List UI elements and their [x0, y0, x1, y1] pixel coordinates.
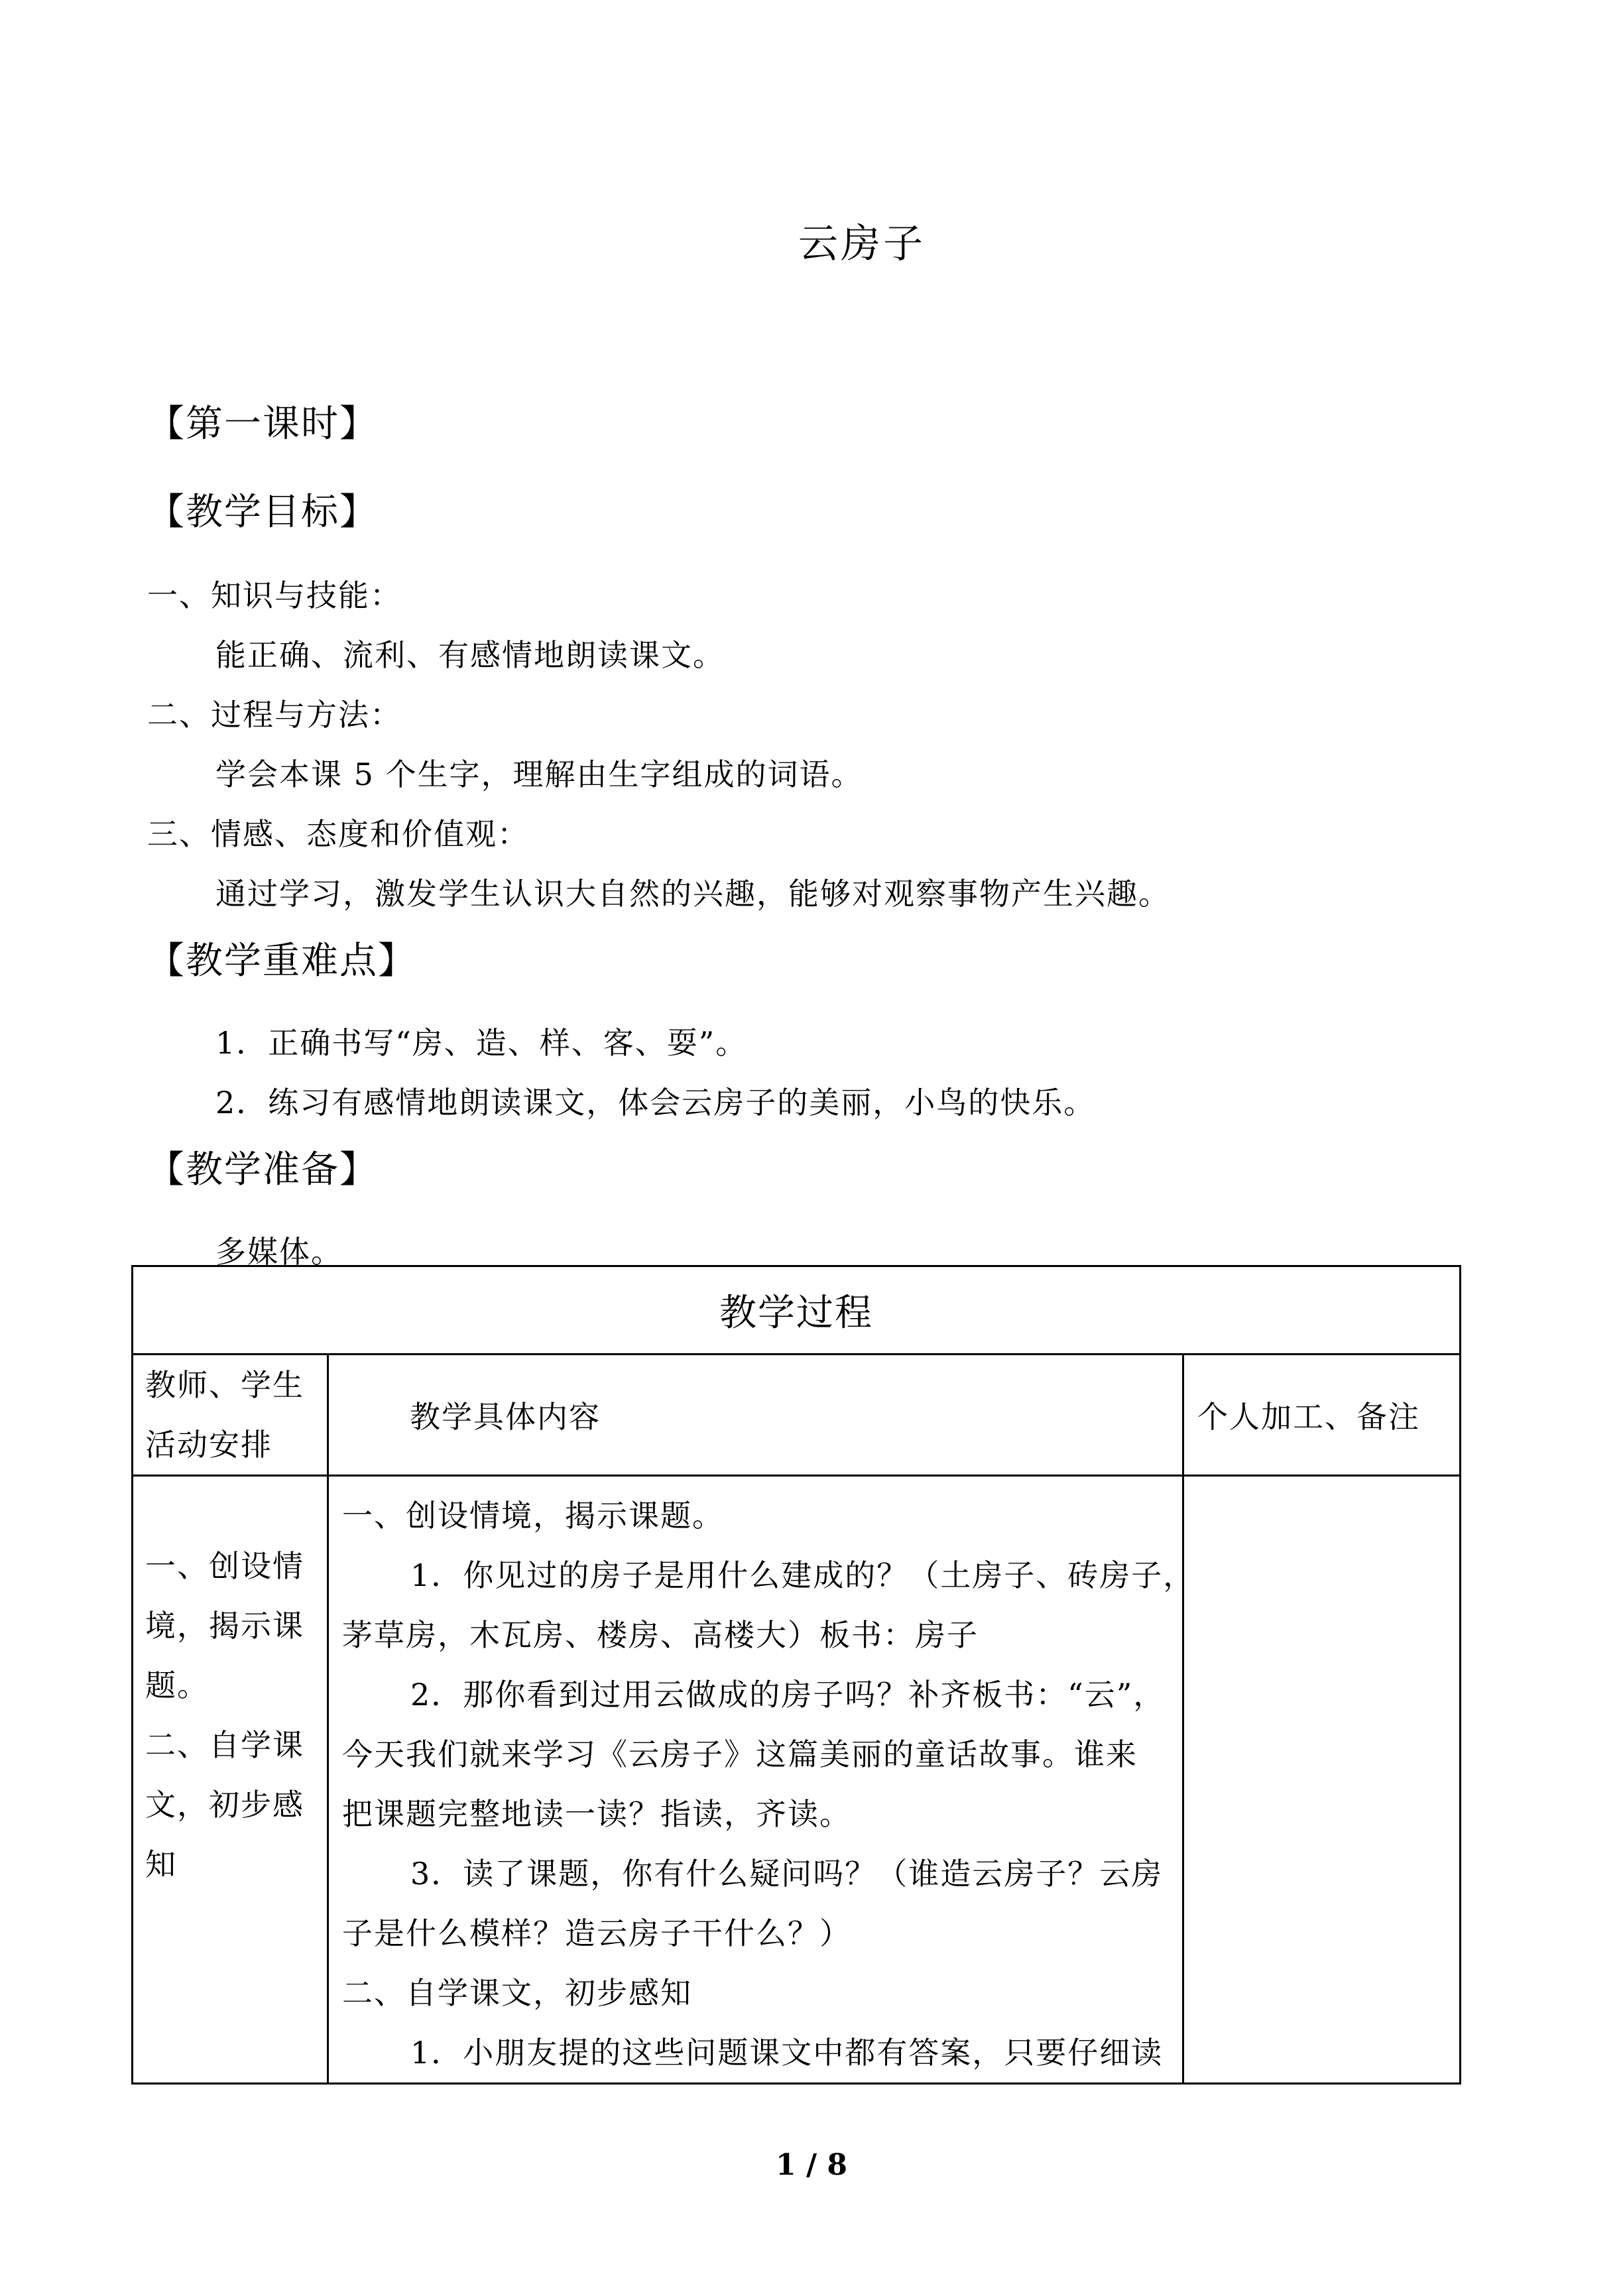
teaching-process-table — [131, 1265, 1461, 2085]
activities-cell — [133, 1476, 328, 2084]
activity-line: 题。 — [145, 1667, 209, 1703]
content-line: 1．你见过的房子是用什么建成的？（土房子、砖房子， — [410, 1557, 1195, 1593]
content-line: 3．读了课题，你有什么疑问吗？（谁造云房子？云房 — [410, 1856, 1164, 1892]
page-number: 1 / 8 — [776, 2148, 847, 2182]
goal-process-label: 二、过程与方法： — [147, 697, 402, 733]
col-header-activities-line1: 教师、学生 — [145, 1367, 304, 1403]
content-line: 2．那你看到过用云做成的房子吗？补齐板书：“云”， — [410, 1677, 1166, 1713]
activity-line: 知 — [145, 1846, 177, 1882]
content-line: 1．小朋友提的这些问题课文中都有答案，只要仔细读 — [410, 2035, 1164, 2071]
key-point-1: 1．正确书写“房、造、样、客、耍”。 — [215, 1025, 748, 1061]
goal-knowledge-label: 一、知识与技能： — [147, 577, 402, 613]
content-cell — [328, 1476, 1195, 2084]
col-header-activities-line2: 活动安排 — [145, 1427, 272, 1463]
content-line: 把课题完整地读一读？指读，齐读。 — [342, 1796, 851, 1832]
activity-line: 文，初步感 — [145, 1787, 304, 1823]
activity-line: 一、创设情 — [145, 1548, 304, 1584]
goal-knowledge-text: 能正确、流利、有感情地朗读课文。 — [215, 637, 725, 673]
col-header-content: 教学具体内容 — [328, 1355, 1183, 1476]
notes-cell — [1183, 1476, 1461, 2084]
activity-line: 境，揭示课 — [145, 1608, 304, 1644]
col-header-activities — [133, 1355, 328, 1476]
content-line: 一、创设情境，揭示课题。 — [342, 1498, 724, 1534]
content-line: 茅草房，木瓦房、楼房、高楼大）板书：房子 — [342, 1617, 979, 1653]
goal-emotion-text: 通过学习，激发学生认识大自然的兴趣，能够对观察事物产生兴趣。 — [215, 876, 1170, 912]
key-point-2: 2．练习有感情地朗读课文，体会云房子的美丽，小鸟的快乐。 — [215, 1085, 1096, 1120]
preparation-text: 多媒体。 — [215, 1234, 343, 1270]
section-lesson: 【第一课时】 — [147, 402, 378, 446]
content-line: 今天我们就来学习《云房子》这篇美丽的童话故事。谁来 — [342, 1736, 1138, 1772]
section-preparation: 【教学准备】 — [147, 1148, 378, 1191]
section-key-points: 【教学重难点】 — [147, 939, 416, 983]
section-goals: 【教学目标】 — [147, 491, 378, 534]
goal-emotion-label: 三、情感、态度和价值观： — [147, 816, 529, 852]
col-header-notes: 个人加工、备注 — [1183, 1355, 1461, 1476]
content-line: 子是什么模样？造云房子干什么？） — [342, 1915, 851, 1951]
content-line: 二、自学课文，初步感知 — [342, 1975, 692, 2011]
goal-process-text: 学会本课 5 个生字，理解由生字组成的词语。 — [215, 756, 863, 792]
table-title: 教学过程 — [133, 1266, 1461, 1355]
activity-line: 二、自学课 — [145, 1727, 304, 1763]
page-title: 云房子 — [798, 221, 926, 267]
